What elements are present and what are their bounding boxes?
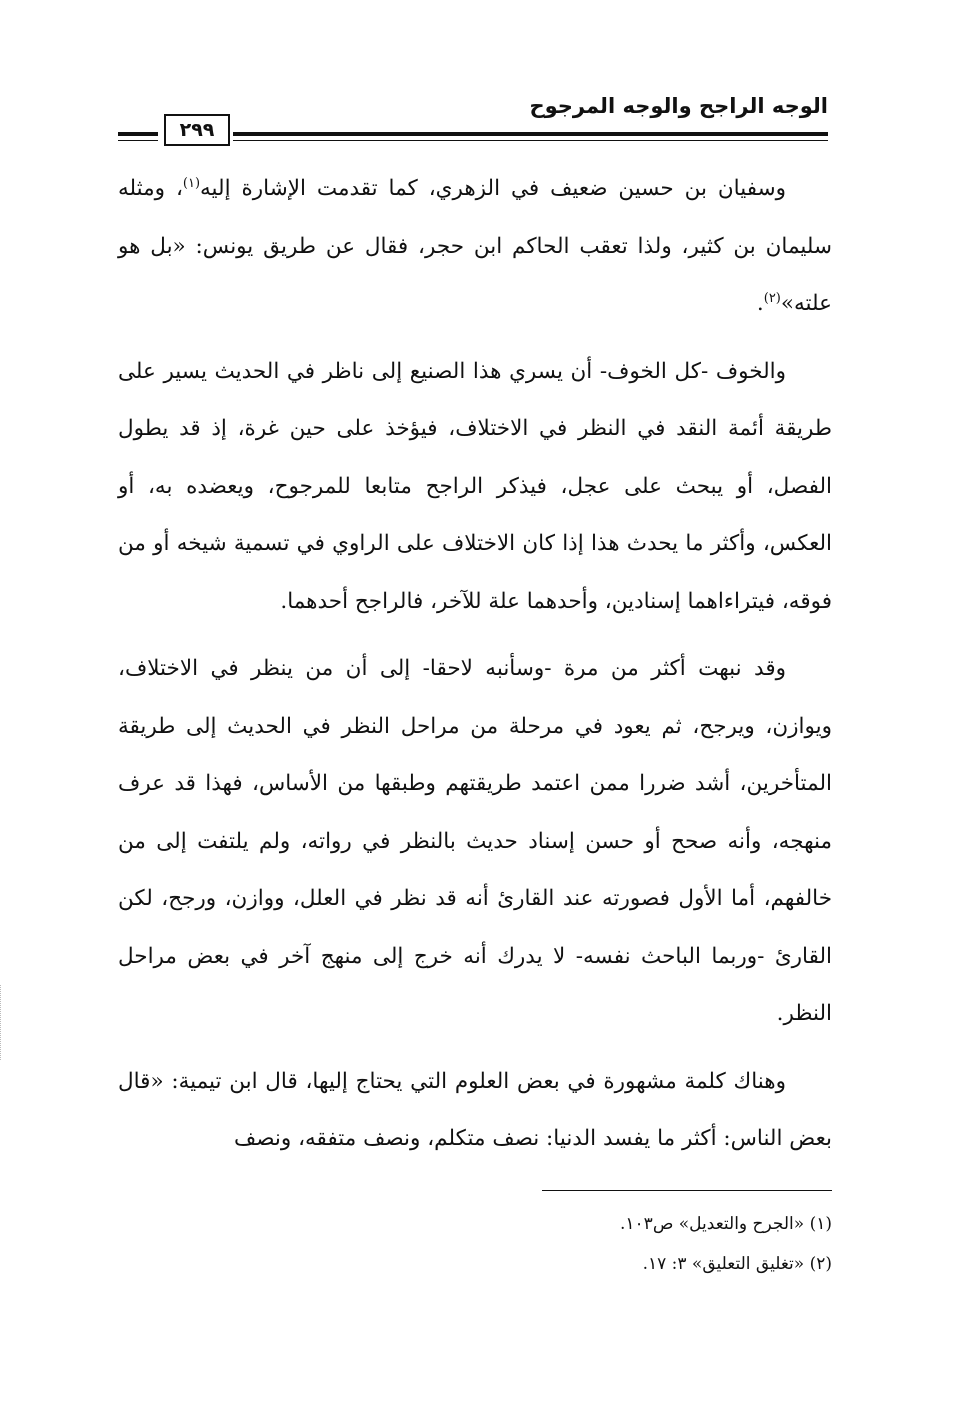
footnotes [118,1204,832,1284]
page-number: ٢٩٩ [164,114,230,146]
scan-margin-mark [0,985,4,1060]
paragraph-2: والخوف -كل الخوف- أن يسري هذا الصنيع إلى ناظر في الحديث يسير على طريقة أئمة النقد في النظر في الاختلاف، فيؤخذ على حين غرة، إذ قد يطول الفصل، أو يبحث على عجل، فيذكر الراجح متابعا للمرجوح، ويعضده به، أو العكس، وأكثر ما يحدث هذا إذا كان الاختلاف على الراوي في تسمية شيخه أو من فوقه، فيتراءاهما إسنادين، وأحدهما علة للآخر، فالراجح أحدهما. [118,358,832,614]
page-header [118,92,828,152]
footnote-2: (٢) «تغليق التعليق» ٣: ١٧. [642,1254,832,1274]
footnote-ref-2[interactable]: (٢) [763,290,781,306]
header-rule-thick [233,132,828,136]
footnote-separator [542,1190,832,1191]
paragraph-1-part-b: ، ومثله سليمان بن كثير، ولذا تعقب الحاكم ابن حجر، فقال عن طريق يونس: «بل هو علته» [118,176,832,316]
footnote-1: (١) «الجرح والتعديل» ص١٠٣. [620,1214,832,1234]
running-title: الوجه الراجح والوجه المرجوح [529,94,828,118]
header-rule-left-thick [118,132,158,136]
paragraph-1-part-c: . [756,291,764,316]
paragraph-1-part-a: وسفيان بن حسين ضعيف في الزهري، كما تقدمت الإشارة إليه [200,176,786,201]
footnote-ref-1[interactable]: (١) [182,175,201,191]
header-rule-left-thin [118,140,158,141]
header-rule-thin [233,140,828,141]
paragraph-4: وهناك كلمة مشهورة في بعض العلوم التي يحتاج إليها، قال ابن تيمية: «قال بعض الناس: أكثر ما يفسد الدنيا: نصف متكلم، ونصف متفقه، ونصف [118,1068,832,1151]
paragraph-1 [118,160,832,333]
paragraph-3: وقد نبهت أكثر من مرة -وسأنبه لاحقا- إلى أن من ينظر في الاختلاف، ويوازن، ويرجح، ثم يعود في مرحلة من مراحل النظر في الحديث إلى طريقة المتأخرين، أشد ضررا ممن اعتمد طريقتهم وطبقها من الأساس، فهذا قد عرف منهجه، وأنه صحح أو حسن إسناد حديث بالنظر في رواته، ولم يلتفت إلى من خالفهم، أما الأول فصورته عند القارئ أنه قد نظر في العلل، ووازن، ورجح، لكن القارئ -وربما الباحث نفسه- لا يدرك أنه خرج إلى منهج آخر في بعض مراحل النظر. [118,656,832,1026]
main-text [118,160,832,1178]
